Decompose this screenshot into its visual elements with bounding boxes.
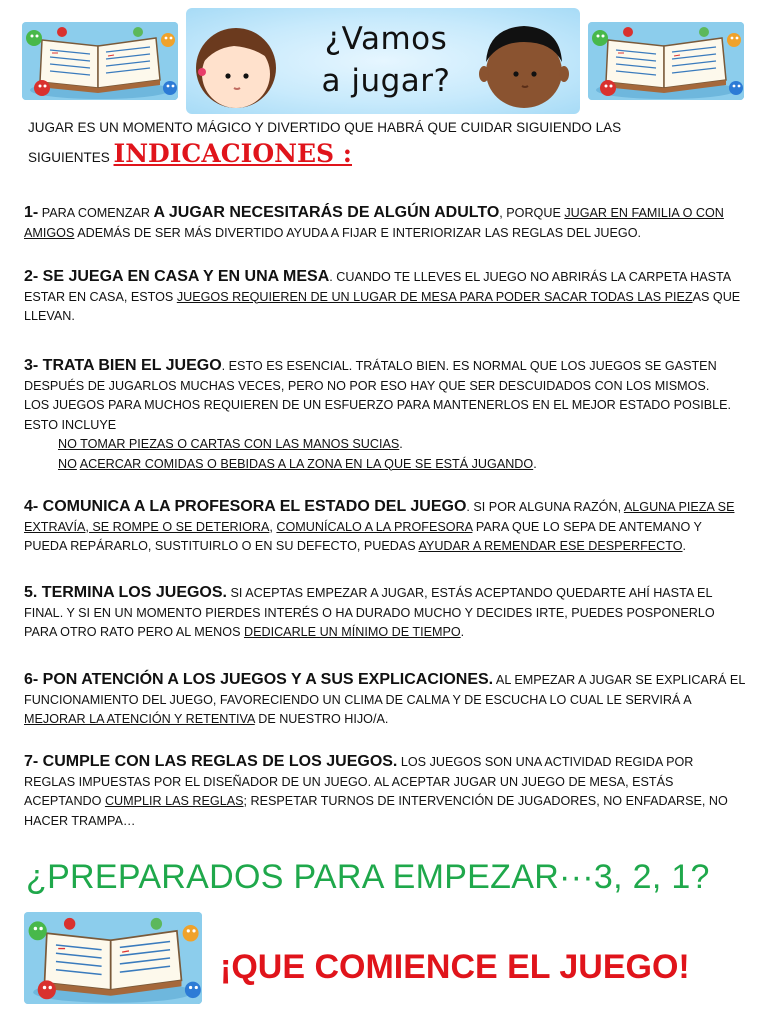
section-6-text: AL EMPEZAR A JUGAR SE EXPLICARÁ EL FUNCIONAMIENTO DEL JUEGO, FAVORECIENDO UN CLIMA DE CALMA Y DE ESCUCHA LO CUAL LE SERVIRÁ A (24, 673, 745, 707)
book-icon (22, 22, 178, 100)
section-3 (24, 356, 746, 474)
intro-line-2 (28, 139, 748, 168)
indicaciones-heading: INDICACIONES : (113, 139, 352, 168)
section-5-text: SI ACEPTAS EMPEZAR A JUGAR, ESTÁS ACEPTANDO QUEDARTE AHÍ HASTA EL FINAL. Y SI EN UN MOMENTO PIERDES INTERÉS O HA DURADO MUCHO Y DECIDES IRTE, PUEDES POSPONERLO PARA OTRO RATO PERO AL MENOS (24, 586, 715, 639)
preparados-text: ¿PREPARADOS PARA EMPEZAR···3, 2, 1? (26, 858, 710, 896)
title-line-2: a jugar? (321, 63, 451, 99)
section-4-underlined-1: ALGUNA PIEZA SE EXTRAVÍA, SE ROMPE O SE DETERIORA (24, 500, 735, 534)
section-5-underlined: DEDICARLE UN MÍNIMO DE TIEMPO (243, 625, 461, 639)
section-2-underlined: JUEGOS REQUIEREN DE UN LUGAR DE MESA PARA PODER SACAR TODAS LAS PIEZ (176, 289, 693, 304)
section-7-heading: 7- CUMPLE CON LAS REGLAS DE LOS JUEGOS. (24, 753, 398, 770)
section-7-text: ; RESPETAR TURNOS DE INTERVENCIÓN DE JUGADORES, NO ENFADARSE, NO HACER TRAMPA… (24, 794, 728, 828)
section-6-underlined: MEJORAR LA ATENCIÓN Y RETENTIVA (24, 712, 255, 726)
section-2 (24, 267, 746, 327)
intro-line-1: JUGAR ES UN MOMENTO MÁGICO Y DIVERTIDO QUE HABRÁ QUE CUIDAR SIGUIENDO LAS (28, 120, 622, 135)
section-3-item-1-text: NO TOMAR PIEZAS O CARTAS CON LAS MANOS SUCIAS (58, 437, 400, 451)
section-3-item-2-end: . (533, 456, 537, 471)
book-illustration-left (22, 22, 178, 100)
section-7 (24, 752, 746, 831)
book-icon (588, 22, 744, 100)
book-illustration-bottom (24, 912, 202, 1004)
section-1-text: , PORQUE (499, 206, 565, 220)
section-3-text: . ESTO ES ESENCIAL. TRÁTALO BIEN. ES NORMAL QUE LOS JUEGOS SE GASTEN DESPUÉS DE JUGARLOS MUCHAS VECES, PERO NO POR ESO HAY QUE SER DESCUIDADOS CON LOS MISMOS. (24, 359, 717, 393)
section-5-heading: 5. TERMINA LOS JUEGOS. (24, 584, 227, 601)
section-6-text: DE NUESTRO HIJO/A. (254, 712, 389, 726)
section-6-heading: 6- PON ATENCIÓN A LOS JUEGOS Y A SUS EXPLICACIONES. (24, 671, 494, 688)
section-5-text: . (460, 625, 465, 639)
book-illustration-right (588, 22, 744, 100)
intro-prefix: SIGUIENTES (28, 150, 114, 165)
title-line-1: ¿Vamos (324, 21, 448, 57)
section-6 (24, 670, 746, 730)
section-2-text: AS QUE LLEVAN. (24, 289, 741, 323)
section-1-underlined: JUGAR EN FAMILIA O CON AMIGOS (24, 206, 724, 240)
boy-face-icon (476, 14, 572, 110)
girl-face-icon (188, 16, 284, 112)
title-banner (186, 8, 580, 114)
section-3-heading: 3- TRATA BIEN EL JUEGO (24, 357, 222, 374)
section-3-text-2: LOS JUEGOS PARA MUCHOS REQUIEREN DE UN ESFUERZO PARA MANTENERLOS EN EL MEJOR ESTADO POSIBLE. ESTO INCLUYE (24, 398, 732, 432)
section-5 (24, 583, 746, 643)
section-4 (24, 497, 746, 557)
section-1-number: 1- (24, 204, 39, 221)
section-4-underlined-3: AYUDAR A REMENDAR ESE DESPERFECTO (418, 539, 683, 553)
section-3-item-2 (24, 455, 746, 475)
section-4-text: . SI POR ALGUNA RAZÓN, (466, 500, 624, 514)
section-4-underlined-2: COMUNÍCALO A LA PROFESORA (276, 519, 473, 534)
section-4-heading: 4- COMUNICA A LA PROFESORA EL ESTADO DEL JUEGO (24, 498, 467, 515)
section-3-item-2-no: NO (58, 456, 77, 471)
section-3-item-1-end: . (399, 437, 403, 451)
section-1-heading: A JUGAR NECESITARÁS DE ALGÚN ADULTO (153, 204, 500, 221)
section-1 (24, 203, 746, 243)
section-1-text: PARA COMENZAR (38, 206, 154, 220)
section-3-item-1 (24, 435, 746, 455)
section-7-underlined: CUMPLIR LAS REGLAS (104, 794, 244, 808)
section-3-item-2-text: ACERCAR COMIDAS O BEBIDAS A LA ZONA EN LA QUE SE ESTÁ JUGANDO (79, 456, 534, 471)
final-banner-text: ¡QUE COMIENCE EL JUEGO! (220, 948, 690, 986)
section-7-text: LOS JUEGOS SON UNA ACTIVIDAD REGIDA POR REGLAS IMPUESTAS POR EL DISEÑADOR DE UN JUEGO. AL ACEPTAR JUGAR UN JUEGO DE MESA, ESTÁS ACEPTANDO (24, 755, 694, 808)
section-4-text: . (682, 539, 687, 553)
section-2-text: . CUANDO TE LLEVES EL JUEGO NO ABRIRÁS LA CARPETA HASTA ESTAR EN CASA, ESTOS (24, 270, 731, 304)
section-4-text: PARA QUE LO SEPA DE ANTEMANO Y PUEDA REPÁRARLO, SUSTITUIRLO O EN SU DEFECTO, PUEDAS (24, 519, 702, 553)
section-4-text: , (269, 519, 277, 534)
section-1-text: ADEMÁS DE SER MÁS DIVERTIDO AYUDA A FIJAR E INTERIORIZAR LAS REGLAS DEL JUEGO. (74, 225, 642, 240)
section-2-heading: 2- SE JUEGA EN CASA Y EN UNA MESA (24, 268, 330, 285)
book-icon (24, 912, 202, 1004)
